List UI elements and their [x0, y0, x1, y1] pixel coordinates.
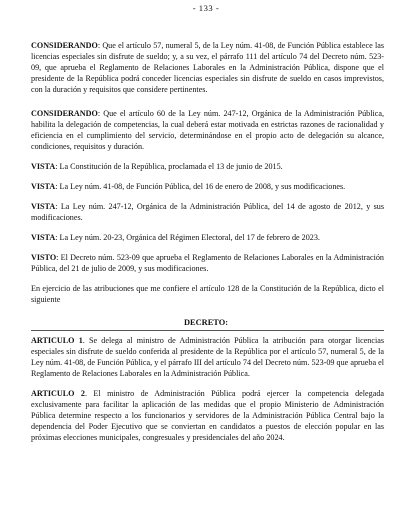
paragraph-lead: VISTO	[31, 253, 57, 262]
considerando-paragraph-2	[31, 109, 384, 153]
paragraph-text: : La Ley núm. 41-08, de Función Pública, del 16 de enero de 2008, y sus modificaciones.	[55, 182, 346, 191]
paragraph-lead: VISTA	[31, 162, 56, 171]
article-lead: ARTICULO 2	[31, 389, 85, 398]
paragraph-lead: VISTA	[31, 182, 56, 191]
vista-paragraph-1	[31, 162, 384, 173]
decreto-heading: DECRETO:	[183, 318, 229, 327]
paragraph-lead: CONSIDERANDO	[31, 41, 98, 50]
visto-paragraph	[31, 253, 384, 275]
paragraph-text: : Que el artículo 60 de la Ley núm. 247-12, Orgánica de la Administración Pública, habilita la delegación de competencias, la cual deberá estar motivada en estrictas razones de racionalidad y eficiencia en el cumplimiento del servicio, determinándose en el propio acto de delegación su alcance, condiciones, requisitos y duración.	[31, 109, 384, 151]
paragraph-text: : La Ley núm. 247-12, Orgánica de la Administración Pública, del 14 de agosto de 2012, y sus modificaciones.	[31, 202, 384, 222]
article-text: . El ministro de Administración Pública podrá ejercer la competencia delegada exclusivamente para facilitar la aplicación de las medidas que el propio Ministerio de Administración Pública determine respecto a los funcionarios y servidores de la Administración Pública Central bajo la dependencia del Poder Ejecutivo que se conviertan en candidatos a puestos de elección popular en las próximas elecciones municipales, congresuales y presidenciales del año 2024.	[31, 389, 384, 442]
paragraph-text: : El Decreto núm. 523-09 que aprueba el Reglamento de Relaciones Laborales en la Administración Pública, del 21 de julio de 2009, y sus modificaciones.	[31, 253, 384, 273]
paragraph-lead: CONSIDERANDO	[31, 109, 98, 118]
vista-paragraph-2	[31, 182, 384, 193]
vista-paragraph-3	[31, 202, 384, 224]
ejercicio-paragraph	[31, 284, 384, 306]
articulo-2	[31, 389, 384, 444]
paragraph-text: : La Ley núm. 20-23, Orgánica del Régimen Electoral, del 17 de febrero de 2023.	[55, 233, 320, 242]
paragraph-lead: VISTA	[31, 233, 56, 242]
article-lead: ARTICULO 1	[31, 336, 83, 345]
divider	[31, 330, 384, 331]
article-text: . Se delega al ministro de Administración Pública la atribución para otorgar licencias especiales sin disfrute de sueldo conferida al presidente de la República por el artículo 57, numeral 5, de la Ley núm. 41-08, de Función Pública, y el párrafo III del artículo 74 del Decreto núm. 523-09 que aprueba el Reglamento de Relaciones Laborales en la Administración Pública.	[31, 336, 384, 378]
paragraph-text: : Que el artículo 57, numeral 5, de la Ley núm. 41-08, de Función Pública establece las licencias especiales sin disfrute de sueldo; y, a su vez, el párrafo 111 del artículo 74 del Decreto núm. 523-09, que aprueba el Reglamento de Relaciones Laborales en la Administración Pública, dispone que el presidente de la República podrá conceder licencias especiales sin disfrute de sueldo en casos imprevistos, con la duración y requisitos que considere pertinentes.	[31, 41, 384, 94]
considerando-paragraph-1	[31, 41, 384, 96]
paragraph-text: En ejercicio de las atribuciones que me confiere el artículo 128 de la Constitución de la República, dicto el siguiente	[31, 284, 384, 304]
vista-paragraph-4	[31, 233, 384, 244]
articulo-1	[31, 336, 384, 380]
paragraph-text: : La Constitución de la República, proclamada el 13 de junio de 2015.	[55, 162, 283, 171]
page-number: - 133 -	[192, 3, 220, 13]
paragraph-lead: VISTA	[31, 202, 56, 211]
